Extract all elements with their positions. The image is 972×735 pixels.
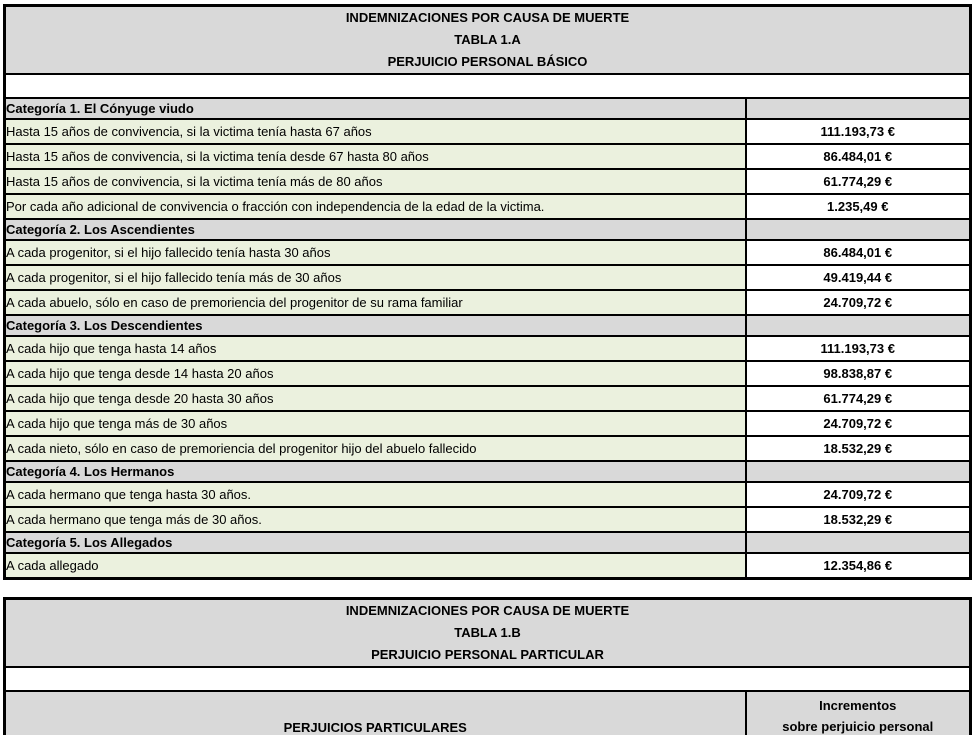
row-value-cell: 86.484,01 € [746,240,971,265]
table-row [5,386,971,411]
table-row [5,482,971,507]
document-title: INDEMNIZACIONES POR CAUSA DE MUERTE [345,10,630,25]
category-header-cell: Categoría 1. El Cónyuge viudo [5,98,746,119]
row-value-cell: 61.774,29 € [746,169,971,194]
spacer-row [5,74,971,98]
tabla-1a [3,4,972,580]
row-label-cell: A cada hijo que tenga hasta 14 años [5,336,746,361]
table-row [5,507,971,532]
category-header-cell: Categoría 5. Los Allegados [5,532,746,553]
table-1b-title-block [5,599,971,668]
incrementos-line-1: Incrementos [819,698,897,713]
table-row [5,436,971,461]
category-empty-cell [746,315,971,336]
table-row [5,411,971,436]
category-row [5,219,971,240]
row-label-cell: Hasta 15 años de convivencia, si la victima tenía más de 80 años [5,169,746,194]
table-row [5,240,971,265]
category-row [5,315,971,336]
category-empty-cell [746,98,971,119]
spacer-cell [5,667,971,691]
row-value-cell: 1.235,49 € [746,194,971,219]
category-row [5,532,971,553]
row-label-cell: A cada hijo que tenga más de 30 años [5,411,746,436]
row-label-cell: A cada hijo que tenga desde 20 hasta 30 años [5,386,746,411]
spacer-row [5,667,971,691]
category-header-cell: Categoría 3. Los Descendientes [5,315,746,336]
row-value-cell: 111.193,73 € [746,119,971,144]
row-value-cell: 24.709,72 € [746,482,971,507]
incrementos-header-cell [746,691,971,735]
row-value-cell: 49.419,44 € [746,265,971,290]
row-value-cell: 12.354,86 € [746,553,971,579]
table-1b-title-row [5,599,971,668]
row-label-cell: A cada hermano que tenga más de 30 años. [5,507,746,532]
document-title: INDEMNIZACIONES POR CAUSA DE MUERTE [345,603,630,618]
row-label-cell: A cada abuelo, sólo en caso de premoriencia del progenitor de su rama familiar [5,290,746,315]
row-label-cell: Hasta 15 años de convivencia, si la victima tenía desde 67 hasta 80 años [5,144,746,169]
category-header-cell: Categoría 2. Los Ascendientes [5,219,746,240]
table-row [5,119,971,144]
category-row [5,98,971,119]
table-number: TABLA 1.A [454,32,521,47]
row-value-cell: 111.193,73 € [746,336,971,361]
category-header-cell: Categoría 4. Los Hermanos [5,461,746,482]
row-value-cell: 86.484,01 € [746,144,971,169]
row-label-cell: A cada progenitor, si el hijo fallecido tenía hasta 30 años [5,240,746,265]
table-1a-title-row [5,6,971,75]
table-subtitle: PERJUICIO PERSONAL PARTICULAR [371,647,604,662]
table-1b-header-row [5,691,971,735]
row-label-cell: A cada hijo que tenga desde 14 hasta 20 años [5,361,746,386]
table-row [5,194,971,219]
row-label-cell: A cada progenitor, si el hijo fallecido tenía más de 30 años [5,265,746,290]
category-empty-cell [746,532,971,553]
row-label-cell: Por cada año adicional de convivencia o fracción con independencia de la edad de la victima. [5,194,746,219]
table-row [5,169,971,194]
row-value-cell: 18.532,29 € [746,436,971,461]
incrementos-line-2: sobre perjuicio personal [782,719,934,734]
category-empty-cell [746,461,971,482]
row-label-cell: Hasta 15 años de convivencia, si la victima tenía hasta 67 años [5,119,746,144]
table-row [5,265,971,290]
row-value-cell: 18.532,29 € [746,507,971,532]
row-label-cell: A cada hermano que tenga hasta 30 años. [5,482,746,507]
tabla-1b [3,597,972,735]
row-label-cell: A cada nieto, sólo en caso de premoriencia del progenitor hijo del abuelo fallecido [5,436,746,461]
table-number: TABLA 1.B [454,625,521,640]
perjuicios-particulares-header-cell: PERJUICIOS PARTICULARES [5,691,746,735]
row-label-cell: A cada allegado [5,553,746,579]
table-row [5,553,971,579]
table-row [5,290,971,315]
table-row [5,144,971,169]
spacer-cell [5,74,971,98]
row-value-cell: 24.709,72 € [746,411,971,436]
table-row [5,336,971,361]
table-row [5,361,971,386]
row-value-cell: 24.709,72 € [746,290,971,315]
row-value-cell: 98.838,87 € [746,361,971,386]
category-row [5,461,971,482]
table-subtitle: PERJUICIO PERSONAL BÁSICO [387,54,588,69]
row-value-cell: 61.774,29 € [746,386,971,411]
table-1a-title-block [5,6,971,75]
category-empty-cell [746,219,971,240]
